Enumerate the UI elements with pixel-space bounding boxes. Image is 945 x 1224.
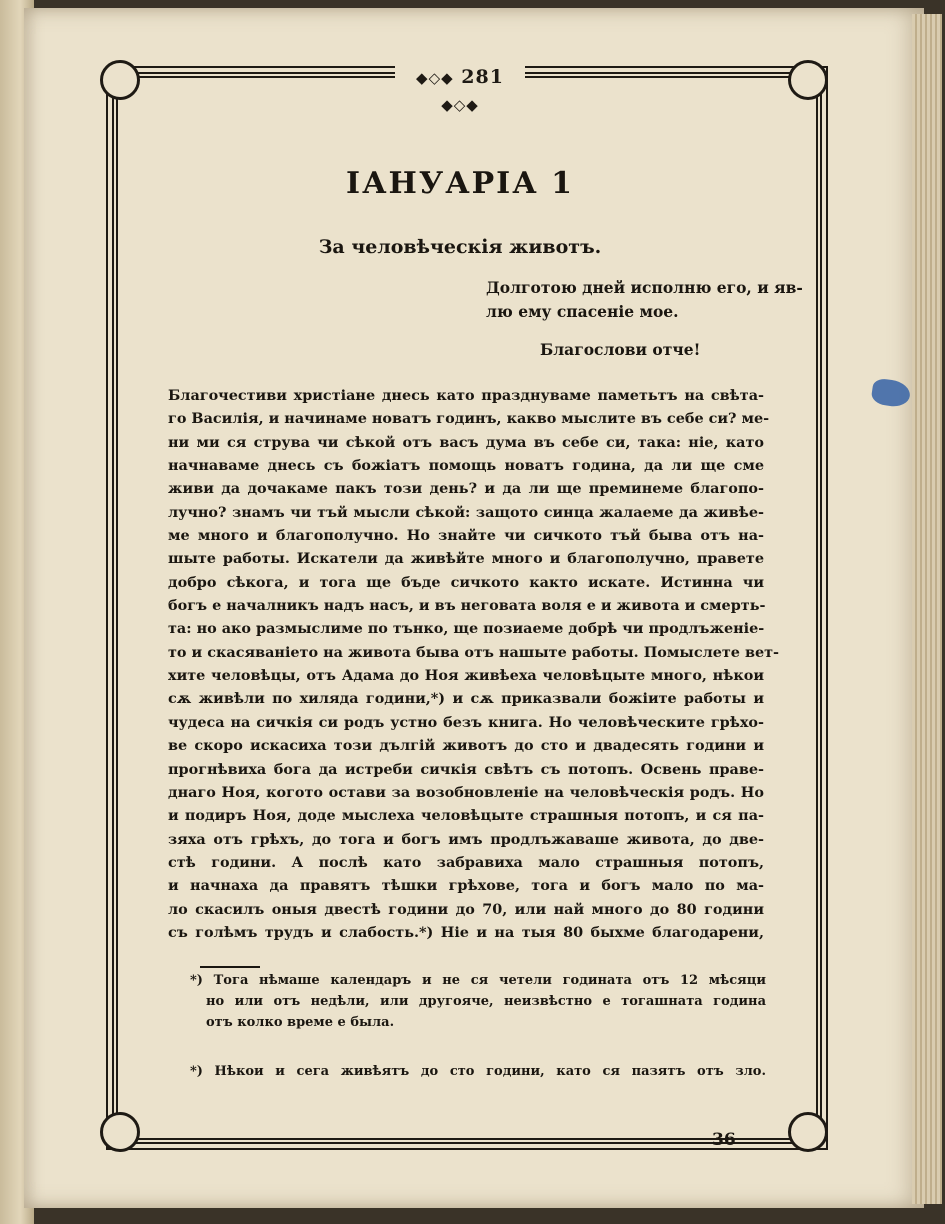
body-line: чудеса на сичкія си родъ устно безъ книга. Но человѣческите грѣхо- xyxy=(168,713,764,731)
page-number-top xyxy=(395,64,525,114)
body-line: днаго Ноя, когото остави за возобновленіе на человѣческія родъ. Но xyxy=(168,783,764,801)
body-line: шыте работы. Искатели да живѣйте много и благополучно, правете xyxy=(168,550,764,568)
body-line: ме много и благополучно. Но знайте чи сичкото тъй быва отъ на- xyxy=(168,527,764,545)
footnote-rule xyxy=(200,966,260,968)
section-subtitle: За человѣческія животъ. xyxy=(318,236,602,258)
body-text xyxy=(168,384,780,944)
blessing: Благослови отче! xyxy=(540,340,701,359)
corner-ornament xyxy=(100,60,140,100)
body-line: живи да дочакаме пакъ този день? и да ли ще преминеме благопо- xyxy=(168,480,764,498)
epigraph xyxy=(486,276,803,324)
body-line: хите человѣцы, отъ Адама до Ноя живѣеха человѣцыте много, нѣкои xyxy=(168,667,764,685)
body-line: го Василія, и начинаме новатъ годинъ, какво мыслите въ себе си? ме- xyxy=(168,410,770,428)
body-line: сѫ живѣли по хиляда години,*) и сѫ приказвали божіите работы и xyxy=(168,690,764,708)
body-line: ни ми ся струва чи сѣкой отъ васъ дума въ себе си, така: ніе, като xyxy=(168,433,764,451)
footnote-line: отъ колко време е была. xyxy=(206,1015,395,1030)
page-title: ІАНУАРІА 1 xyxy=(346,166,574,201)
body-line: прогнѣвиха бога да истреби сичкія свѣтъ съ потопъ. Освень праве- xyxy=(168,760,764,778)
body-line: лучно? знамъ чи тъй мысли сѣкой: защото синца жалаеме да живѣе- xyxy=(168,503,764,521)
body-line: съ голѣмъ трудъ и слабость.*) Ніе и на тыя 80 быхме благодарени, xyxy=(168,923,764,941)
body-line: зяха отъ грѣхъ, до тога и богъ имъ продлъжаваше живота, до две- xyxy=(168,830,764,848)
body-line: то и скасяваніето на живота быва отъ нашыте работы. Помыслете вет- xyxy=(168,643,780,661)
body-line: та: но ако размыслиме по тънко, ще позиаеме добрѣ чи продлъженіе- xyxy=(168,620,765,638)
epigraph-line: лю ему спасеніе мое. xyxy=(486,302,679,321)
body-line: Благочестиви христіане днесь като празднуваме паметьтъ на свѣта- xyxy=(168,387,764,404)
corner-ornament xyxy=(100,1112,140,1152)
body-line: ло скасилъ оныя двестѣ години до 70, или най много до 80 години xyxy=(168,900,764,918)
body-line: стѣ години. А послѣ като забравиха мало страшныя потопъ, xyxy=(168,853,764,871)
footnotes xyxy=(190,970,766,1082)
corner-ornament xyxy=(788,1112,828,1152)
epigraph-line: Долготою дней исполню его, и яв- xyxy=(486,278,803,297)
body-line: и начнаха да правятъ тѣшки грѣхове, тога и богъ мало по ма- xyxy=(168,877,764,895)
corner-ornament xyxy=(788,60,828,100)
body-line: начнаваме днесь съ божіатъ помощь новатъ година, да ли ще сме xyxy=(168,457,764,475)
page-number: 281 xyxy=(461,66,504,88)
ornament-left: ◆◇◆ xyxy=(416,69,454,87)
body-line: добро сѣкога, и тога ще бъде сичкото както искате. Истинна чи xyxy=(168,573,764,591)
body-line: ве скоро искасиха този дългій животъ до сто и двадесять години и xyxy=(168,737,764,755)
footnote-line: но или отъ недѣли, или другояче, неизвѣстно е тогашната година xyxy=(206,994,766,1009)
body-line: богъ е началникъ надъ насъ, и въ неговата воля е и живота и смерть- xyxy=(168,597,766,615)
footnote-line: *) Тога нѣмаше календаръ и не ся четели годината отъ 12 мѣсяци xyxy=(190,973,766,988)
signature-mark: 36 xyxy=(712,1130,736,1150)
ornament-right: ◆◇◆ xyxy=(441,96,479,114)
footnote-line: *) Нѣкои и сега живѣятъ до сто години, като ся пазятъ отъ зло. xyxy=(190,1064,766,1079)
page-stack-edge xyxy=(912,14,942,1204)
body-line: и подиръ Ноя, доде мыслеха человѣцыте страшныя потопъ, и ся па- xyxy=(168,807,764,825)
